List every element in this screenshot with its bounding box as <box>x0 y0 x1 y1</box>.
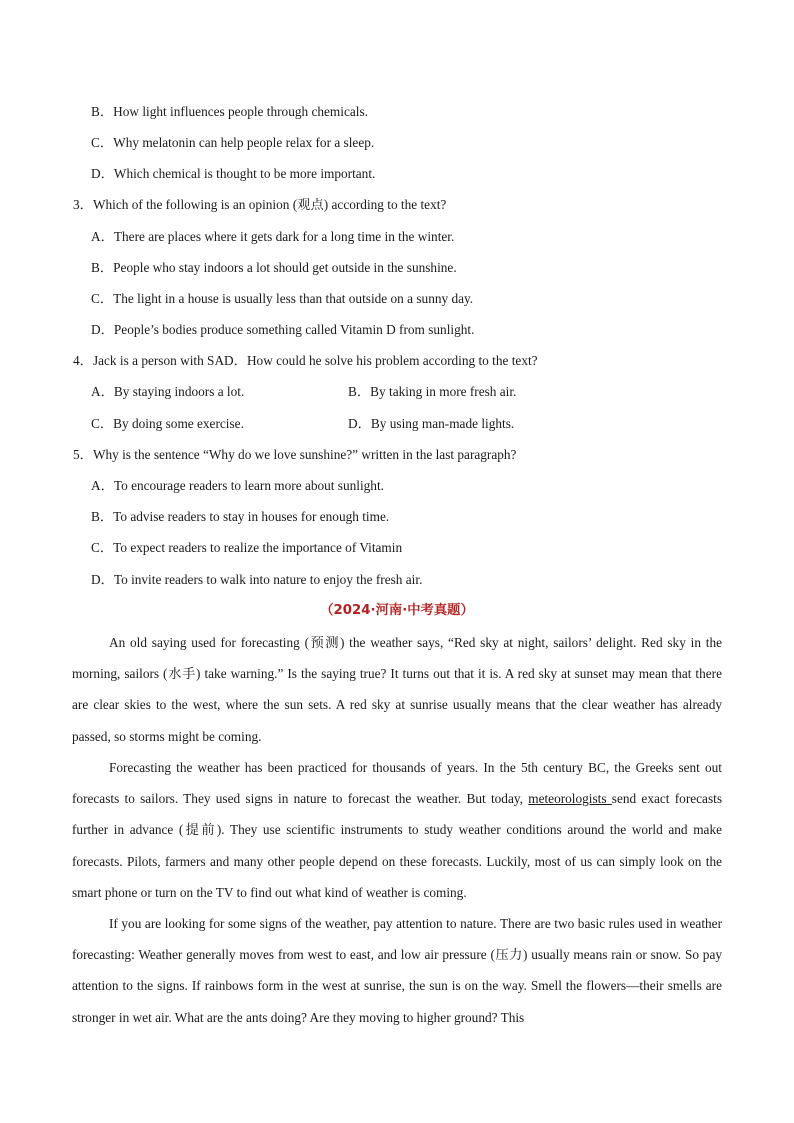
q4-option-d: D．By using man-made lights. <box>348 416 515 431</box>
q4-stem: 4．Jack is a person with SAD．How could he solve his problem according to the text? <box>73 353 538 368</box>
q5-option-b: B．To advise readers to stay in houses for enough time. <box>91 509 390 524</box>
paragraph-2-text-end: send exact forecasts further in advance (提前). They use scientific instruments to study weather conditions around the world and make forecasts. Pilots, farmers and many other people depend on these forecasts. Luckily, most of us can simply look on the smart phone or turn on the TV to find out what kind of weather is coming. <box>72 791 722 900</box>
section-heading: （2024·河南·中考真题） <box>320 603 474 618</box>
q5-stem: 5．Why is the sentence “Why do we love sunshine?” written in the last paragraph? <box>73 447 517 462</box>
q4-option-b: B．By taking in more fresh air. <box>348 384 517 399</box>
q2-option-b: B．How light influences people through chemicals. <box>91 104 368 119</box>
passage-paragraph-1: An old saying used for forecasting (预测) the weather says, “Red sky at night, sailors’ delight. Red sky in the morning, sailors (水手) take warning.” Is the saying true? It turns out that it is. A red sky at sunset may mean that there are clear skies to the west, where the sun sets. A red sky at sunrise usually means that the clear weather has already passed, so storms might be coming. <box>72 635 722 744</box>
underlined-word-meteorologists: meteorologists <box>528 791 612 807</box>
q2-option-c: C．Why melatonin can help people relax for a sleep. <box>91 135 375 150</box>
q3-option-b: B．People who stay indoors a lot should get outside in the sunshine. <box>91 260 457 275</box>
paragraph-2-text-start: Forecasting the weather has been practiced for thousands of years. In the 5th century BC, the Greeks sent out forecasts to sailors. They used signs in nature to forecast the weather. But today, <box>72 760 722 807</box>
passage-paragraph-2 <box>72 752 722 908</box>
q4-option-a: A．By staying indoors a lot. <box>91 384 245 399</box>
passage-paragraph-3: If you are looking for some signs of the weather, pay attention to nature. There are two basic rules used in weather forecasting: Weather generally moves from west to east, and low air pressure (压力) usually means rain or snow. So pay attention to the signs. If rainbows form in the west at sunrise, the sun is on the way. Smell the flowers—their smells are stronger in wet air. What are the ants doing? Are they moving to higher ground? This <box>72 916 722 1025</box>
q3-option-a: A．There are places where it gets dark for a long time in the winter. <box>91 229 455 244</box>
q5-option-a: A．To encourage readers to learn more about sunlight. <box>91 478 384 493</box>
q3-stem: 3．Which of the following is an opinion (观点) according to the text? <box>73 197 447 212</box>
q5-option-d: D．To invite readers to walk into nature to enjoy the fresh air. <box>91 572 423 587</box>
q5-option-c: C．To expect readers to realize the importance of Vitamin <box>91 540 403 555</box>
q2-option-d: D．Which chemical is thought to be more important. <box>91 166 376 181</box>
q3-option-d: D．People’s bodies produce something called Vitamin D from sunlight. <box>91 322 475 337</box>
q3-option-c: C．The light in a house is usually less than that outside on a sunny day. <box>91 291 474 306</box>
q4-option-c: C．By doing some exercise. <box>91 416 244 431</box>
